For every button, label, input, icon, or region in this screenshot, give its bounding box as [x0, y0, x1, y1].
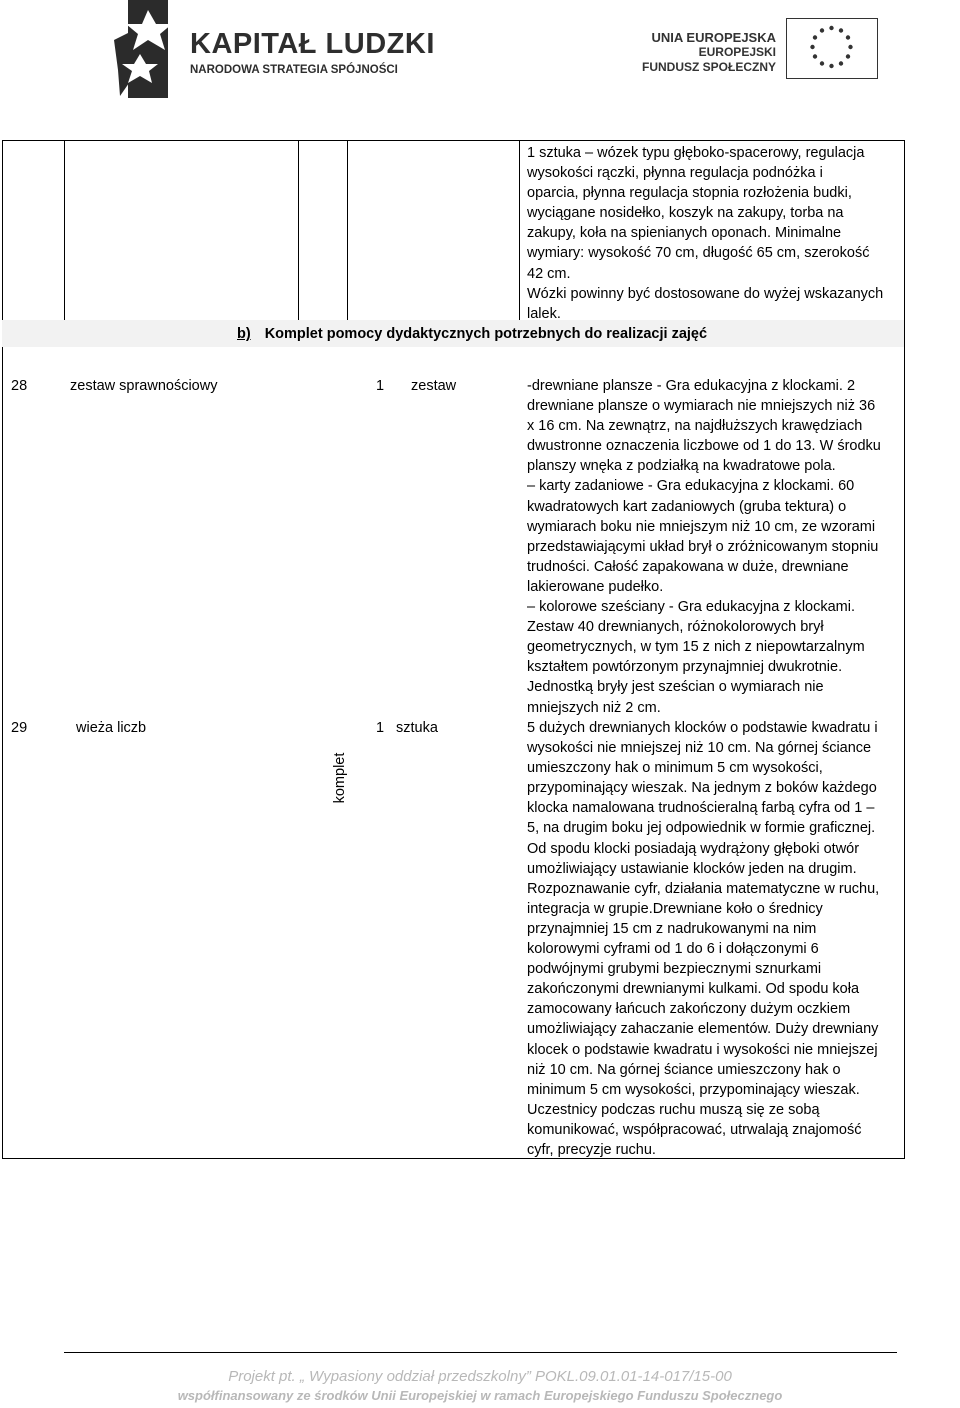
top-description-line: oparcia, płynna regulacja stopnia rozłożenia budki, [527, 185, 852, 202]
col-divider-4 [519, 140, 520, 320]
row-29-number: 29 [11, 720, 28, 736]
row-29-description-line: przypominający wieszak. Na jednym z boków każdego [527, 780, 877, 797]
row-28-number: 28 [11, 378, 28, 394]
row-28-description-line: x 16 cm. Na zewnątrz, na najdłuższych krawędziach [527, 418, 863, 435]
footer-rule [64, 1352, 897, 1353]
top-description-line: zakupy, koła na spienianych oponach. Minimalne [527, 225, 842, 242]
row-29-description-line: Uczestnicy podczas ruchu muszą się ze sobą [527, 1101, 820, 1118]
row-28-description-line: – karty zadaniowe - Gra edukacyjna z klockami. 60 [527, 478, 855, 495]
row-29-description [527, 718, 879, 1160]
top-description-line: wyciągane nosidełko, koszyk na zakupy, torba na [527, 205, 844, 222]
top-description-line: lalek. [527, 305, 561, 322]
eu-line-3: FUNDUSZ SPOŁECZNY [641, 60, 776, 74]
logo-title: KAPITAŁ LUDZKI [190, 28, 435, 60]
row-29-description-line: niż 10 cm. Na górnej ściance umieszczony hak o [527, 1061, 841, 1078]
row-29-description-line: umieszczony hak o minimum 5 cm wysokości, [527, 760, 823, 777]
row-28-quantity: 1 [376, 378, 385, 394]
row-29-description-line: zamocowany łańcuch zakończony dużym oczkiem [527, 1001, 851, 1018]
row-28-description-line: mniejszych niż 2 cm. [527, 699, 661, 716]
eu-flag [786, 18, 878, 79]
logo-subtitle: NARODOWA STRATEGIA SPÓJNOŚCI [190, 64, 398, 76]
row-29-description-line: Od spodu klocki posiadają wydrążony głęboki otwór [527, 840, 860, 857]
top-description-line: 42 cm. [527, 265, 571, 282]
row-29-description-line: umożliwiający zahaczanie elementów. Duży drewniany [527, 1021, 879, 1038]
row-29-quantity: 1 [376, 720, 385, 736]
row-29-description-line: klocek o podstawie kwadratu i wysokości nie mniejszej [527, 1041, 878, 1058]
top-description [527, 143, 883, 324]
row-28-description-line: wymiarach boku nie mniejszym niż 10 cm, ze wzorami [527, 518, 876, 535]
col-divider-1 [64, 140, 65, 320]
row-29-description-line: integracja w grupie.Drewniane koło o średnicy [527, 900, 823, 917]
row-28-description-line: kształtem powtórzonym przynajmniej dwukrotnie. [527, 659, 843, 676]
row-28-description-line: trudności. Całość zapakowana w duże, drewniane [527, 558, 849, 575]
top-description-line: 1 sztuka – wózek typu głęboko-spacerowy, regulacja [527, 145, 865, 161]
row-29-description-line: klocka namalowana trudnościeralną farbą cyfra od 1 – [527, 800, 875, 817]
row-28-description-line: geometrycznych, w tym 15 z nich z niepowtarzalnym [527, 639, 865, 656]
row-28-description-line: Jednostką bryły jest sześcian o wymiarach nie [527, 679, 824, 696]
top-description-line: Wózki powinny być dostosowane do wyżej wskazanych [527, 285, 884, 302]
eu-stars-icon [787, 19, 876, 77]
unit-vertical-label: komplet [332, 752, 348, 804]
row-28-description-line: – kolorowe sześciany - Gra edukacyjna z klockami. [527, 599, 855, 616]
row-28-description-line: planszy wnęka z podziałką na kwadratowe pola. [527, 458, 836, 475]
row-28-description-line: kwadratowych kart zadaniowych (gruba tektura) o [527, 498, 847, 515]
kapital-ludzki-emblem-icon [108, 0, 188, 100]
row-29-description-line: 5 dużych drewnianych klocków o podstawie kwadratu i [527, 720, 878, 736]
footer-project-line: Projekt pt. „ Wypasiony oddział przedszkolny” POKL.09.01.01-14-017/15-00 [228, 1368, 732, 1385]
row-28-description-line: drewniane plansze o wymiarach nie mniejszych niż 36 [527, 398, 876, 415]
table-border-right [904, 140, 905, 1159]
row-29-description-line: komunikować, współpracować, utrwalają znajomość [527, 1121, 862, 1138]
table-border-left [2, 140, 3, 1159]
row-29-description-line: kolorowymi cyframi od 1 do 6 i dołączonymi 6 [527, 941, 819, 958]
row-28-description [527, 376, 881, 718]
row-28-description-line: Zestaw 40 drewnianych, różnokolorowych brył [527, 619, 824, 636]
row-29-description-line: podwójnymi grubymi bezpiecznymi sznurkami [527, 961, 822, 978]
eu-line-2: EUROPEJSKI [698, 45, 776, 59]
top-description-line: wymiary: wysokość 70 cm, długość 65 cm, szerokość [527, 245, 870, 262]
col-divider-3 [347, 140, 348, 320]
row-29-description-line: cyfr, precyzje ruchu. [527, 1141, 656, 1158]
row-29-description-line: przynajmniej 15 cm z nadrukowanymi na nim [527, 920, 817, 937]
table-border-top [2, 140, 905, 141]
kapital-ludzki-logo [108, 0, 188, 100]
footer-funding-line: współfinansowany ze środków Unii Europejskiej w ramach Europejskiego Funduszu Społecznego [177, 1388, 783, 1403]
row-28-description-line: lakierowane pudełko. [527, 578, 664, 595]
row-28-description-line: przedstawiającymi układ brył o zróżnicowanym stopniu [527, 538, 879, 555]
row-29-description-line: umożliwiający ustawianie klocków jeden na drugim. [527, 860, 857, 877]
row-28-unit: zestaw [411, 378, 457, 394]
row-29-description-line: wysokości nie mniejszej niż 10 cm. Na górnej ściance [527, 740, 872, 757]
row-29-name: wieża liczb [76, 720, 147, 736]
section-b-title: Komplet pomocy dydaktycznych potrzebnych do realizacji zajęć [264, 326, 708, 342]
row-29-description-line: minimum 5 cm wysokości, przypominający wieszak. [527, 1081, 860, 1098]
row-29-unit: sztuka [396, 720, 438, 736]
top-description-line: wysokości rączki, płynna regulacja podnóżka i [527, 165, 823, 182]
row-29-description-line: 5, na drugim boku jej odpowiednik w formie graficznej. [527, 820, 876, 837]
row-28-description-line: dwustronne oznaczenia liczbowe od 1 do 13. W środku [527, 438, 881, 455]
eu-line-1: UNIA EUROPEJSKA [651, 30, 776, 45]
row-29-description-line: zakończonymi drewnianymi kulkami. Od spodu koła [527, 981, 860, 998]
col-divider-2 [298, 140, 299, 320]
row-29-description-line: Rozpoznawanie cyfr, działania matematyczne w ruchu, [527, 880, 880, 897]
row-28-description-line: -drewniane plansze - Gra edukacyjna z klockami. 2 [527, 378, 856, 394]
section-b-heading [237, 326, 707, 342]
section-b-marker: b) [237, 326, 251, 342]
row-28-name: zestaw sprawnościowy [70, 378, 218, 394]
eu-text-block [516, 30, 776, 75]
